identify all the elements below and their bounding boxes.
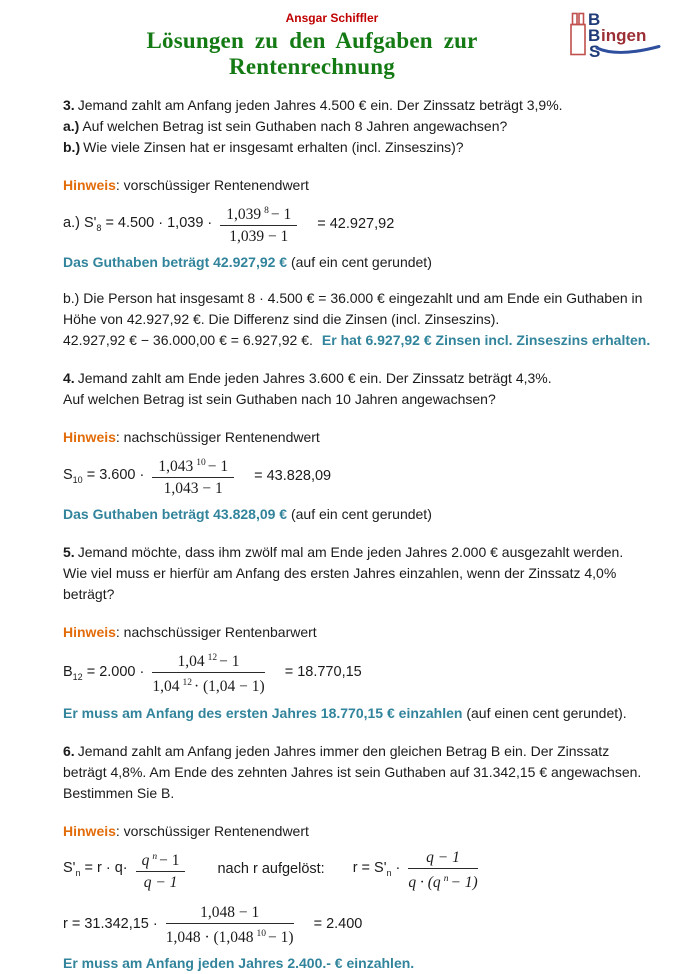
formula-4-lead: $S_{10} = 3.600$ · [63, 466, 145, 485]
formula-5-result: = 18.770,15 [284, 664, 362, 681]
formula-6-lead: $S'_n = r \cdot q\cdot$ [63, 860, 128, 879]
formula-6-general [63, 847, 661, 892]
problem-6-text3: Bestimmen Sie B. [63, 784, 175, 801]
hint-text: : vorschüssiger Rentenendwert [115, 177, 309, 193]
logo-letter-s: S [589, 42, 601, 61]
problem-3a-text: Auf welchen Betrag ist sein Guthaben nach 8 Jahren angewachsen? [82, 118, 508, 134]
formula-4 [63, 453, 661, 498]
problem-5-number: 5. [63, 544, 75, 561]
solution-3b-marker: b.) [63, 290, 80, 307]
answer-3a-highlight: Das Guthaben beträgt 42.927,92 € [63, 254, 288, 271]
problem-5-text: Jemand möchte, dass ihm zwölf mal am Ende jeden Jahres 2.000 € ausgezahlt werden. [77, 544, 624, 561]
problem-6-statement [63, 741, 661, 804]
answer-5-highlight: Er muss am Anfang des ersten Jahres 18.770,15 € einzahlen [63, 704, 463, 721]
answer-5-note: (auf einen cent gerundet). [466, 704, 627, 721]
problem-5-text3: beträgt? [63, 586, 115, 603]
solution-3b-calc: 42.927,92 € − 36.000,00 € = 6.927,92 €. [63, 332, 313, 349]
fraction: $\frac{1,048 - 1}{1,048 \cdot (1,048 ^{10} - 1)}$ [165, 903, 294, 946]
solution-3b [63, 288, 661, 351]
logo-word-ingen: ingen [601, 26, 647, 45]
formula-6b-lead: r = 31.342,15 · [63, 916, 158, 933]
answer-4-note: (auf ein cent gerundet) [290, 506, 432, 523]
page-title: Lösungen zu den Aufgaben zur Rentenrechnung [146, 28, 478, 79]
formula-6-solved-lead: $r = S'_n$ · [352, 860, 401, 879]
fraction: $\frac{1,043 ^{10} - 1}{1,043 - 1}$ [152, 453, 234, 498]
fraction: $\frac{q - 1}{q \cdot (q ^n - 1)}$ [408, 848, 478, 891]
formula-5 [63, 648, 661, 696]
answer-4 [63, 504, 661, 525]
hint-text: : vorschüssiger Rentenendwert [115, 822, 309, 839]
answer-6 [63, 953, 661, 974]
problem-5-text2: Wie viel muss er hierfür am Anfang des ersten Jahres einzahlen, wenn der Zinssatz 4,0% [63, 565, 617, 582]
hint-label: Hinweis [63, 822, 116, 839]
logo-swoosh-icon [597, 47, 659, 53]
problem-5-statement [63, 542, 661, 605]
problem-3-number: 3. [63, 97, 75, 113]
problem-6-number: 6. [63, 742, 75, 759]
problem-3-statement [63, 95, 661, 158]
formula-3a-lead: a.) $S'_8 = 4.500 \cdot 1,039$ · [63, 214, 213, 233]
logo-building-icon [571, 14, 585, 55]
formula-5-lead: $B_{12} = 2.000$ · [63, 663, 145, 682]
problem-3b-marker: b.) [63, 139, 81, 155]
problem-3a-marker: a.) [63, 118, 80, 134]
answer-6-highlight: Er muss am Anfang jeden Jahres 2.400.- € einzahlen. [63, 954, 415, 971]
hint-label: Hinweis [63, 177, 116, 193]
solution-3b-line2: Höhe von 42.927,92 €. Die Differenz sind die Zinsen (incl. Zinseszins). [63, 311, 500, 328]
fraction: $\frac{1,039 ^8 - 1}{1,039 - 1}$ [220, 201, 297, 246]
formula-6b-result: = 2.400 [313, 916, 363, 933]
hint-problem-3 [63, 175, 661, 196]
fraction: $\frac{1,04 ^{12} - 1}{1,04 ^{12} \cdot (1,04 - 1)}$ [152, 648, 264, 696]
logo-letter-b2: B [588, 26, 601, 45]
hint-problem-5 [63, 622, 661, 643]
problem-4-text2: Auf welchen Betrag ist sein Guthaben nach 10 Jahren angewachsen? [63, 391, 496, 408]
author-name: Ansgar Schiffler [285, 11, 379, 25]
answer-3a-note: (auf ein cent gerundet) [290, 254, 432, 271]
hint-text: : nachschüssiger Rentenbarwert [115, 624, 317, 641]
problem-3b-text: Wie viele Zinsen hat er insgesamt erhalten (incl. Zinseszins)? [83, 139, 464, 155]
document-header [63, 6, 661, 80]
problem-6-text: Jemand zahlt am Anfang jeden Jahres immer den gleichen Betrag B ein. Der Zinssatz [77, 742, 610, 759]
fraction: $\frac{q ^n - 1}{q - 1}$ [136, 847, 186, 892]
hint-label: Hinweis [63, 624, 116, 641]
formula-6-numeric [63, 902, 661, 947]
formula-3a [63, 201, 661, 246]
solution-3b-line1: Die Person hat insgesamt 8 · 4.500 € = 36.000 € eingezahlt und am Ende ein Guthaben in [83, 290, 643, 307]
answer-4-highlight: Das Guthaben beträgt 43.828,09 € [63, 506, 288, 523]
problem-4-text: Jemand zahlt am Ende jeden Jahres 3.600 € ein. Der Zinssatz beträgt 4,3%. [77, 370, 552, 387]
formula-6-connector: nach r aufgelöst: [217, 861, 325, 878]
hint-problem-6 [63, 821, 661, 842]
formula-3a-result: = 42.927,92 [317, 215, 395, 232]
problem-6-text2: beträgt 4,8%. Am Ende des zehnten Jahres ist sein Guthaben auf 31.342,15 € angewachsen. [63, 763, 642, 780]
hint-problem-4 [63, 427, 661, 448]
bbs-bingen-logo [561, 8, 665, 64]
answer-3a [63, 252, 661, 273]
answer-5 [63, 703, 661, 724]
problem-4-number: 4. [63, 370, 75, 387]
logo-letter-b1: B [588, 10, 601, 29]
problem-4-statement [63, 368, 661, 410]
answer-3b-highlight: Er hat 6.927,92 € Zinsen incl. Zinseszins erhalten. [321, 332, 651, 349]
formula-4-result: = 43.828,09 [254, 467, 332, 484]
hint-label: Hinweis [63, 429, 116, 446]
hint-text: : nachschüssiger Rentenendwert [115, 429, 320, 446]
problem-3-text: Jemand zahlt am Anfang jeden Jahres 4.500 € ein. Der Zinssatz beträgt 3,9%. [77, 97, 563, 113]
